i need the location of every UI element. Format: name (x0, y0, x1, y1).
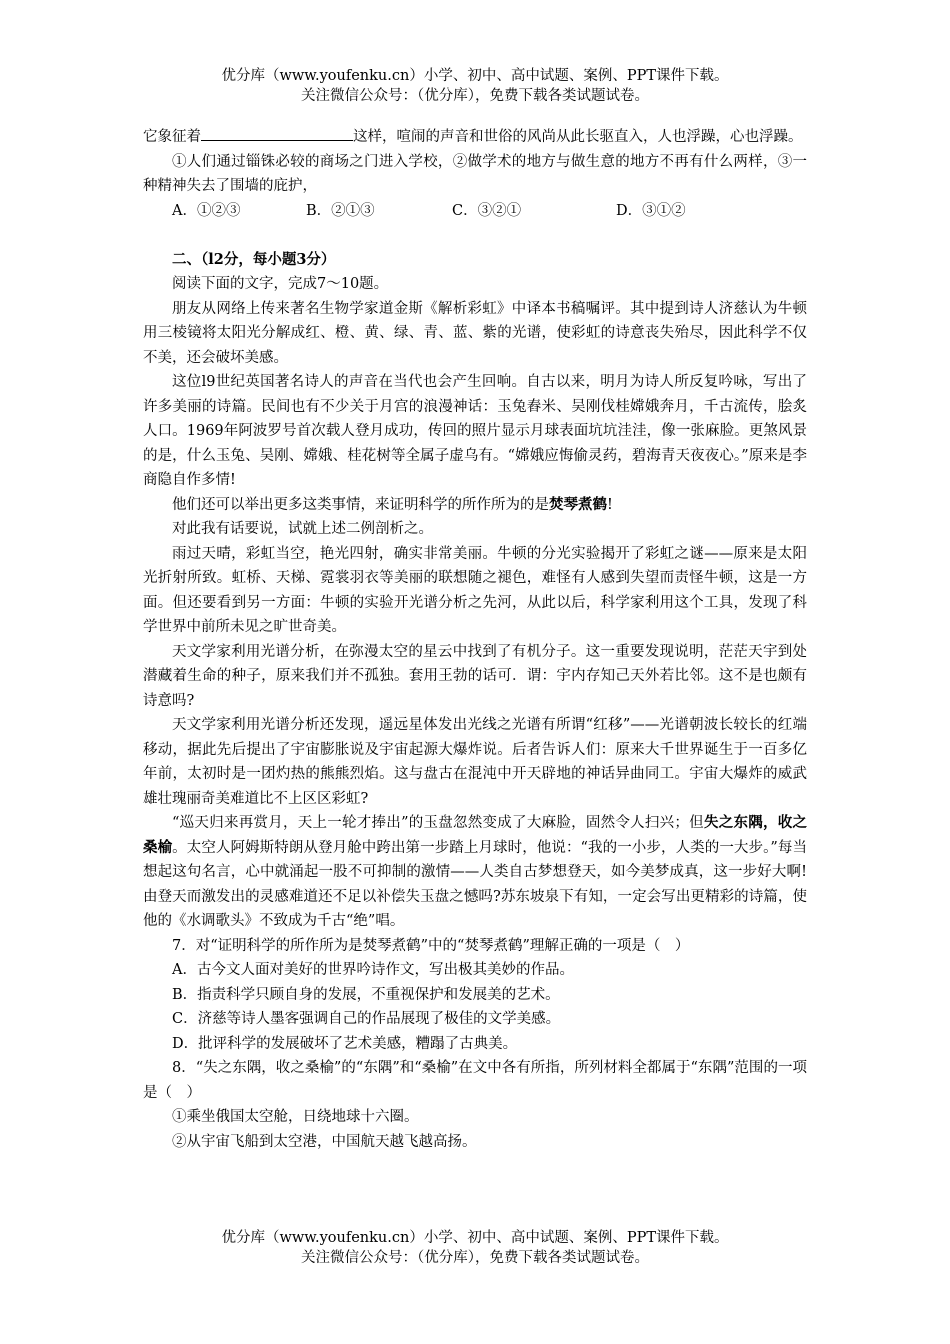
q7-option-c: C．济慈等诗人墨客强调自己的作品展现了极佳的文学美感。 (172, 1011, 561, 1027)
q8-item-1: ①乘坐俄国太空舱，日绕地球十六圈。 (172, 1109, 419, 1125)
document-body (143, 124, 807, 1154)
passage-paragraph-5: 雨过天晴，彩虹当空，艳光四射，确实非常美丽。牛顿的分光实验揭开了彩虹之谜——原来是太阳光折射所致。虹桥、天梯、霓裳羽衣等美丽的联想随之褪色，难怪有人感到失望而责怪牛顿，这是一方面。但还要看到另一方面：牛顿的实验开光谱分析之先河，从此以后，科学家利用这个工具，发现了科学世界中前所未见之旷世奇美。 (143, 545, 807, 635)
q6-options (143, 199, 807, 224)
bold-phrase-fenqin: 焚琴煮鹤 (549, 495, 607, 513)
header-line-1: 优分库（www.youfenku.cn）小学、初中、高中试题、案例、PPT课件下载。 (221, 68, 729, 84)
passage-paragraph-6: 天文学家利用光谱分析，在弥漫太空的星云中找到了有机分子。这一重要发现说明，茫茫天宇到处潜藏着生命的种子，原来我们并不孤独。套用王勃的话可．谓：宇内存知己天外若比邻。这不是也颇有诗意吗? (143, 643, 807, 709)
q8-stem: 8．“失之东隅，收之桑榆”的“东隅”和“桑榆”在文中各有所指，所列材料全都属于“东隅”范围的一项是（ ） (143, 1060, 807, 1101)
q6-stem: 它象征着 这样，喧闹的声音和世俗的风尚从此长驱直入，人也浮躁，心也浮躁。 (143, 124, 807, 150)
section-2-title: 二、（l2分，每小题3分） (172, 250, 336, 268)
q6-option-b: B．②①③ (306, 202, 375, 219)
footer-line-1: 优分库（www.youfenku.cn）小学、初中、高中试题、案例、PPT课件下载。 (221, 1230, 729, 1246)
header-line-2: 关注微信公众号：（优分库），免费下载各类试题试卷。 (301, 88, 649, 104)
footer-line-2: 关注微信公众号：（优分库），免费下载各类试题试卷。 (301, 1250, 649, 1266)
passage-paragraph-2: 这位l9世纪英国著名诗人的声音在当代也会产生回响。自古以来，明月为诗人所反复吟咏，写出了许多美丽的诗篇。民间也有不少关于月宫的浪漫神话：玉兔舂米、吴刚伐桂嫦娥奔月，千古流传，脍炙人口。1969年阿波罗号首次载人登月成功，传回的照片显示月球表面坑坑洼洼，像一张麻脸。更煞风景的是，什么玉兔、吴刚、嫦娥、桂花树等全属子虚乌有。“嫦娥应悔偷灵药，碧海青天夜夜心。”原来是李商隐自作多情! (143, 374, 807, 488)
q6-blank (201, 124, 353, 141)
q6-option-a: A．①②③ (172, 202, 241, 219)
q7-stem: 7．对“证明科学的所作所为是焚琴煮鹤”中的“焚琴煮鹤”理解正确的一项是（ ） (172, 937, 690, 954)
passage-paragraph-7: 天文学家利用光谱分析还发现，遥远星体发出光线之光谱有所谓“红移”——光谱朝波长较长的红端移动，据此先后提出了宇宙膨胀说及宇宙起源大爆炸说。后者告诉人们：原来大千世界诞生于一百多亿年前，太初时是一团灼热的熊熊烈焰。这与盘古在混沌中开天辟地的神话异曲同工。宇宙大爆炸的威武雄壮瑰丽奇美难道比不上区区彩虹? (143, 717, 807, 807)
q7-option-a: A．古今文人面对美好的世界吟诗作文，写出极其美妙的作品。 (172, 962, 574, 978)
passage-paragraph-1: 朋友从网络上传来著名生物学家道金斯《解析彩虹》中译本书稿嘱评。其中提到诗人济慈认为牛顿用三棱镜将太阳光分解成红、橙、黄、绿、青、蓝、紫的光谱，使彩虹的诗意丧失殆尽，因此科学不仅不美，还会破坏美感。 (143, 300, 807, 366)
passage-paragraph-8: “巡天归来再赏月，天上一轮才捧出”的玉盘忽然变成了大麻脸，固然令人扫兴；但失之东隅，收之桑榆。太空人阿姆斯特朗从登月舱中跨出第一步踏上月球时，他说：“我的一小步，人类的一大步。”每当想起这句名言，心中就涌起一股不可抑制的激情——人类自古梦想登天，如今美梦成真，这一步好大啊!由登天而激发出的灵感难道还不足以补偿失玉盘之憾吗?苏东坡泉下有知，一定会写出更精彩的诗篇，使他的《水调歌头》不致成为千古“绝”唱。 (143, 814, 807, 929)
q7-option-d: D．批评科学的发展破坏了艺术美感，糟蹋了古典美。 (172, 1035, 518, 1052)
passage-paragraph-3: 他们还可以举出更多这类事情，来证明科学的所作所为的是焚琴煮鹤! (172, 495, 613, 513)
q7-option-b: B．指责科学只顾自身的发展，不重视保护和发展美的艺术。 (172, 986, 560, 1003)
q8-item-2: ②从宇宙飞船到太空港，中国航天越飞越高扬。 (172, 1133, 477, 1150)
q6-items: ①人们通过锱铢必较的商场之门进入学校，②做学术的地方与做生意的地方不再有什么两样，③一种精神失去了围墙的庇护， (143, 153, 807, 194)
q6-option-d: D．③①② (616, 202, 686, 219)
q6-option-c: C．③②① (452, 202, 522, 219)
page-header (0, 66, 950, 106)
page-footer (0, 1228, 950, 1268)
passage-paragraph-4: 对此我有话要说，试就上述二例剖析之。 (172, 521, 433, 537)
section-2-instruction: 阅读下面的文字，完成7～10题。 (172, 276, 389, 292)
bold-phrase-dongyu: 失之东隅，收之桑榆 (143, 814, 807, 856)
